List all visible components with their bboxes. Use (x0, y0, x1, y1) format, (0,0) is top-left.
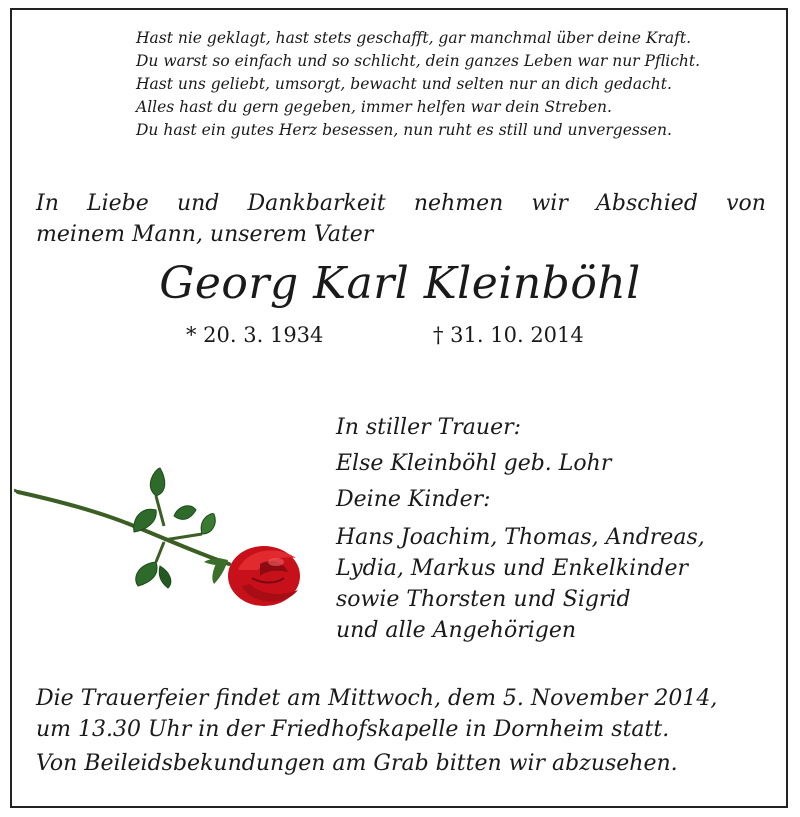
intro-word: von (726, 191, 766, 216)
mourners-heading: In stiller Trauer: (336, 415, 522, 440)
intro-word: nehmen (413, 191, 504, 216)
mourner-line: Lydia, Markus und Enkelkinder (336, 556, 688, 581)
spouse-name: Else Kleinböhl geb. Lohr (336, 451, 612, 476)
poem-line: Du hast ein gutes Herz besessen, nun ruht es still und unvergessen. (136, 121, 672, 139)
death-date: † 31. 10. 2014 (433, 323, 584, 347)
children-heading: Deine Kinder: (336, 487, 491, 512)
farewell-intro (36, 188, 766, 250)
rose-icon (14, 466, 314, 616)
funeral-info (36, 683, 776, 779)
deceased-name: Georg Karl Kleinböhl (159, 258, 641, 309)
funeral-line: um 13.30 Uhr in der Friedhofskapelle in Dornheim statt. (36, 717, 670, 742)
funeral-line: Die Trauerfeier findet am Mittwoch, dem 5. November 2014, (36, 686, 718, 711)
poem-line: Hast uns geliebt, umsorgt, bewacht und selten nur an dich gedacht. (136, 75, 672, 93)
mourner-line: sowie Thorsten und Sigrid (336, 587, 631, 612)
mourners-block (336, 414, 776, 646)
birth-date: * 20. 3. 1934 (186, 323, 324, 347)
intro-line-2: meinem Mann, unserem Vater (36, 222, 374, 247)
intro-word: wir (531, 191, 568, 216)
mourner-line: Hans Joachim, Thomas, Andreas, (336, 525, 705, 550)
funeral-line: Von Beileidsbekundungen am Grab bitten wir abzusehen. (36, 751, 678, 776)
intro-word: und (176, 191, 220, 216)
memorial-poem (136, 27, 776, 142)
intro-word: In (36, 191, 59, 216)
poem-line: Alles hast du gern gegeben, immer helfen war dein Streben. (136, 98, 612, 116)
intro-word: Liebe (87, 191, 149, 216)
poem-line: Du warst so einfach und so schlicht, dein ganzes Leben war nur Pflicht. (136, 52, 701, 70)
intro-word: Abschied (596, 191, 698, 216)
poem-line: Hast nie geklagt, hast stets geschafft, gar manchmal über deine Kraft. (136, 29, 691, 47)
intro-line-1 (36, 188, 766, 219)
mourner-line: und alle Angehörigen (336, 618, 577, 643)
intro-word: Dankbarkeit (247, 191, 386, 216)
